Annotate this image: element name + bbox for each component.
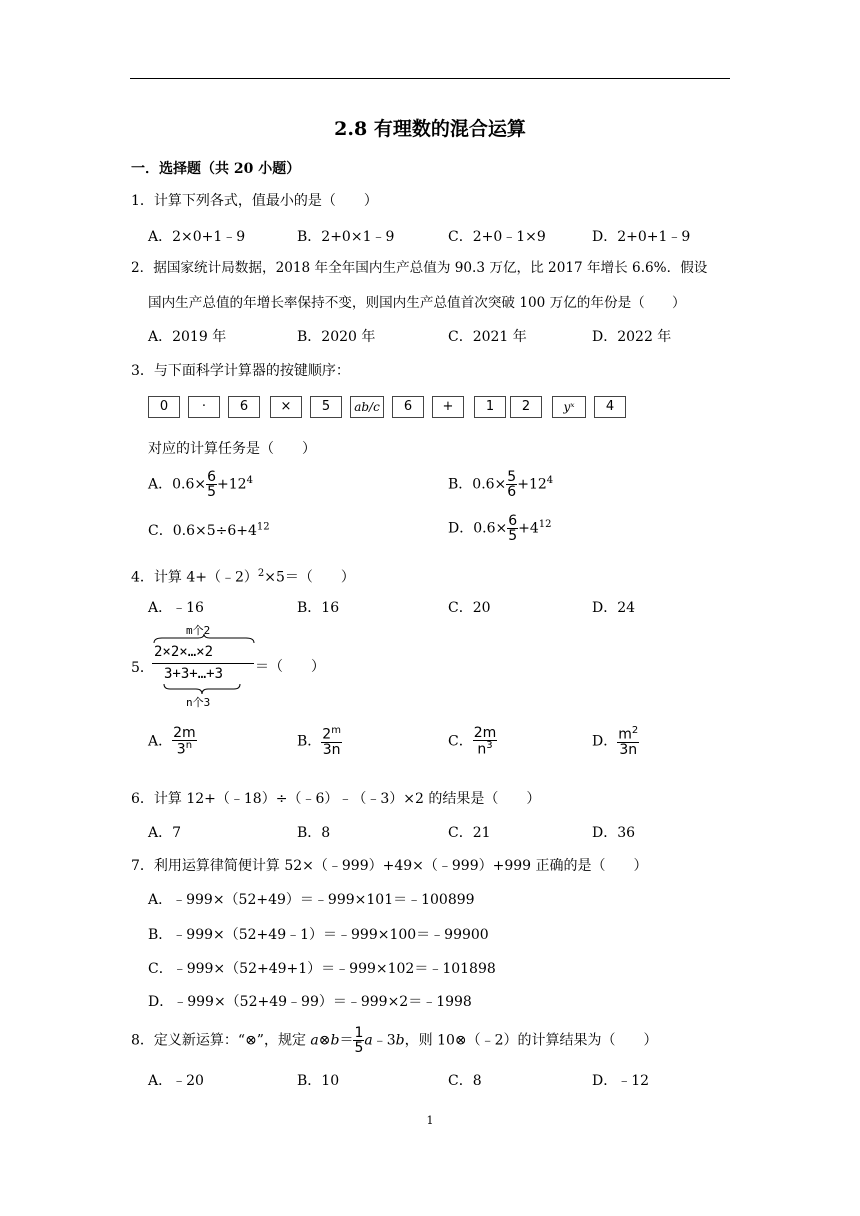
q1-option-c: C．2+0﹣1×9: [448, 229, 546, 245]
exponent: 2: [257, 568, 265, 579]
numerator: 2m: [473, 725, 497, 741]
q6-option-b: B．8: [297, 825, 331, 841]
denominator: 5: [354, 1040, 364, 1056]
calc-key: yˣ: [552, 396, 586, 418]
operator-expression: a⊗b: [310, 1032, 340, 1049]
base: n: [477, 741, 487, 758]
question-text: 4．计算 4+（﹣2）: [131, 569, 258, 586]
calc-key: 0: [148, 396, 180, 418]
exponent: 2: [631, 725, 639, 736]
denominator: [172, 741, 197, 757]
calc-key: 1: [474, 396, 506, 418]
calc-key: 4: [594, 396, 626, 418]
question-text: ×5＝（ ）: [264, 569, 355, 586]
top-brace-label: m个2: [186, 624, 211, 637]
q7-option-c: C．﹣999×（52+49+1）＝﹣999×102＝﹣101898: [148, 961, 496, 977]
fraction: [206, 470, 217, 499]
fraction: [172, 726, 197, 757]
q4-option-a: A．﹣16: [148, 600, 204, 616]
exponent: 12: [256, 521, 270, 533]
numerator: 5: [507, 469, 517, 485]
fraction: [353, 1026, 364, 1055]
variable-b: b: [395, 1032, 405, 1049]
numerator: 1: [354, 1025, 364, 1041]
q3-option-d: [448, 514, 552, 543]
question-3: 3．与下面科学计算器的按键顺序：: [131, 363, 350, 379]
question-8: [131, 1026, 658, 1055]
option-text: D．0.6×: [448, 520, 508, 537]
bottom-brace-label: n个3: [186, 696, 211, 709]
header-rule: [130, 78, 730, 79]
exponent: m: [331, 725, 341, 736]
calc-key: ab/c: [350, 396, 384, 418]
fraction: [617, 726, 639, 757]
question-4: [131, 562, 355, 590]
question-text: 8．定义新运算：“⊗”，规定: [131, 1032, 311, 1049]
exponent: 4: [546, 474, 554, 486]
calc-key: 6: [228, 396, 260, 418]
section-heading: 一．选择题（共 20 小题）: [131, 161, 301, 177]
q1-option-b: B．2+0×1﹣9: [297, 229, 395, 245]
denominator: [473, 741, 498, 757]
option-letter: A．: [148, 733, 173, 750]
q4-option-d: D．24: [592, 600, 636, 616]
calc-key: +: [432, 396, 464, 418]
question-1: 1．计算下列各式，值最小的是（ ）: [131, 193, 378, 209]
q5-brace-expression: [150, 622, 260, 710]
question-text: ﹣3: [372, 1032, 396, 1049]
q3-option-b: [448, 470, 553, 499]
q1-option-a: A．2×0+1﹣9: [148, 229, 246, 245]
exponent: 12: [538, 518, 552, 530]
q2-option-d: D．2022 年: [592, 329, 672, 345]
numerator: [321, 726, 342, 743]
q7-option-a: A．﹣999×（52+49）＝﹣999×101＝﹣100899: [148, 892, 475, 908]
fraction: [506, 470, 517, 499]
q8-option-b: B．10: [297, 1073, 340, 1089]
question-6: 6．计算 12+（﹣18）÷（﹣6）﹣（﹣3）×2 的结果是（ ）: [131, 791, 541, 807]
q5-option-b: [297, 726, 342, 757]
base: m: [618, 726, 632, 743]
numerator: 6: [207, 469, 217, 485]
bottom-brace-icon: [162, 684, 242, 694]
calculator-key-sequence: [148, 396, 828, 420]
calc-key: ×: [270, 396, 302, 418]
question-text: ，则 10⊗（﹣2）的计算结果为（ ）: [404, 1032, 658, 1049]
denominator: 5: [207, 484, 217, 500]
denominator: 3n: [619, 741, 638, 758]
q5-option-c: [448, 726, 497, 757]
calc-key: 6: [392, 396, 424, 418]
equals-sign: ＝: [339, 1032, 354, 1049]
question-7: 7．利用运算律简便计算 52×（﹣999）+49×（﹣999）+999 正确的是（ ）: [131, 858, 648, 874]
q1-option-d: D．2+0+1﹣9: [592, 229, 691, 245]
q6-option-a: A．7: [148, 825, 182, 841]
question-5-label: 5．: [131, 660, 154, 676]
q2-option-a: A．2019 年: [148, 329, 227, 345]
q8-option-a: A．﹣20: [148, 1073, 204, 1089]
option-text: +4: [518, 520, 539, 537]
brace-denominator: 3+3+…+3: [164, 666, 224, 682]
numerator: [617, 726, 639, 743]
page-number: 1: [426, 1114, 434, 1127]
option-text: C．0.6×5÷6+4: [148, 523, 257, 539]
calc-key: 5: [310, 396, 342, 418]
page-title: 2.8 有理数的混合运算: [334, 118, 526, 140]
q5-option-d: [592, 726, 639, 757]
q2-option-b: B．2020 年: [297, 329, 376, 345]
option-letter: D．: [592, 733, 618, 750]
option-text: +12: [517, 476, 547, 493]
denominator: 5: [508, 528, 518, 544]
q8-option-c: C．8: [448, 1073, 482, 1089]
question-2-line-2: 国内生产总值的年增长率保持不变，则国内生产总值首次突破 100 万亿的年份是（ ）: [148, 295, 686, 311]
option-text: +12: [217, 476, 247, 493]
q4-option-b: B．16: [297, 600, 340, 616]
option-letter: C．: [448, 733, 473, 750]
q3-option-a: [148, 470, 253, 499]
question-5-tail: ＝（ ）: [255, 659, 325, 675]
question-3-task: 对应的计算任务是（ ）: [148, 441, 316, 457]
q7-option-b: B．﹣999×（52+49﹣1）＝﹣999×100＝﹣99900: [148, 927, 489, 943]
variable-a: a: [364, 1032, 373, 1049]
option-text: B．0.6×: [448, 476, 507, 493]
exponent: 3: [486, 740, 493, 751]
denominator: 3n: [322, 741, 341, 758]
q5-option-a: [148, 726, 197, 757]
q6-option-c: C．21: [448, 825, 491, 841]
denominator: 6: [507, 484, 517, 500]
top-brace-icon: [152, 634, 256, 644]
option-letter: B．: [297, 733, 322, 750]
exponent: 4: [246, 474, 253, 486]
brace-numerator: 2×2×…×2: [154, 644, 214, 660]
calc-key: 2: [510, 396, 542, 418]
q3-option-c: [148, 520, 270, 540]
exponent: n: [185, 740, 193, 751]
q8-option-d: D．﹣12: [592, 1073, 650, 1089]
option-text: A．0.6×: [148, 476, 207, 493]
q7-option-d: D．﹣999×（52+49﹣99）＝﹣999×2＝﹣1998: [148, 994, 472, 1010]
base: 2: [322, 726, 332, 743]
fraction: [507, 514, 518, 543]
q4-option-c: C．20: [448, 600, 491, 616]
fraction: [473, 726, 498, 757]
numerator: 2m: [173, 725, 196, 741]
fraction-bar: [152, 663, 254, 664]
question-2-line-1: 2．据国家统计局数据，2018 年全年国内生产总值为 90.3 万亿，比 2017 年增长 6.6%．假设: [131, 260, 708, 276]
q6-option-d: D．36: [592, 825, 636, 841]
q2-option-c: C．2021 年: [448, 329, 527, 345]
fraction: [321, 726, 342, 757]
base: 3: [176, 741, 186, 758]
numerator: 6: [508, 513, 518, 529]
calc-key: ·: [188, 396, 220, 418]
